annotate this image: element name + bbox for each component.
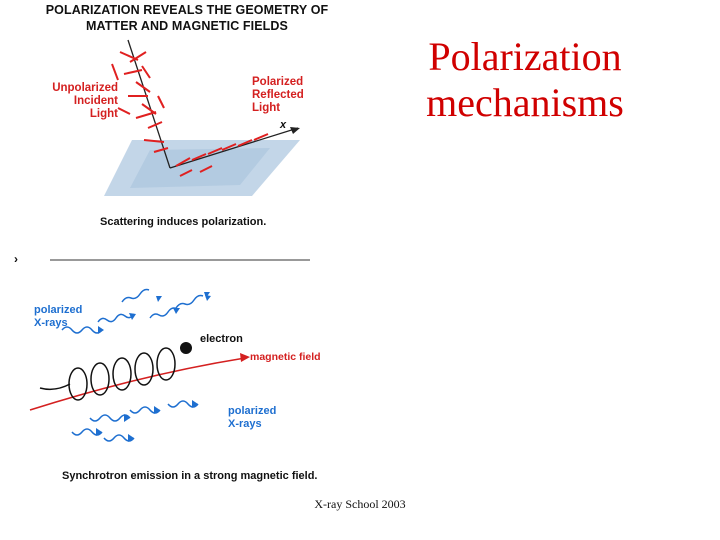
unpolarized-line2: Incident xyxy=(73,95,118,107)
figure-top-title-line2: MATTER AND MAGNETIC FIELDS xyxy=(86,19,288,33)
slide-title-line2: mechanisms xyxy=(426,80,624,125)
axis-x-label: x xyxy=(280,119,287,131)
polarized-top-line1: polarized xyxy=(34,304,83,316)
polarized-line2: Reflected xyxy=(252,89,304,101)
electron-label: electron xyxy=(200,333,243,345)
polarized-bottom-line2: X-rays xyxy=(228,418,262,430)
magnetic-field-arrowhead xyxy=(240,353,250,362)
polarized-line1: Polarized xyxy=(252,76,304,88)
slide-footer: X-ray School 2003 xyxy=(314,497,406,511)
helix-tail xyxy=(40,384,70,389)
figure-top-title-line1: POLARIZATION REVEALS THE GEOMETRY OF xyxy=(45,3,329,17)
slide-title xyxy=(405,34,645,126)
reflected-arrowhead xyxy=(290,127,300,134)
electron-dot xyxy=(180,342,192,354)
xray-wave-arrows xyxy=(62,290,203,442)
slide-title-line1: Polarization xyxy=(428,34,622,79)
helical-electron-path xyxy=(69,348,175,400)
unpolarized-incident-light-label xyxy=(36,82,118,121)
figure-top-title xyxy=(22,2,352,34)
figure-bottom-caption: Synchrotron emission in a strong magnetic field. xyxy=(62,470,318,482)
polarized-xrays-bottom-label xyxy=(228,405,276,431)
polarized-bottom-line1: polarized xyxy=(228,405,277,417)
unpolarized-line3: Light xyxy=(89,108,118,120)
divider-marker: › xyxy=(14,252,18,266)
polarized-top-line2: X-rays xyxy=(34,317,68,329)
figure-top-caption: Scattering induces polarization. xyxy=(100,216,267,228)
unpolarized-line1: Unpolarized xyxy=(52,82,118,94)
magnetic-field-line xyxy=(30,358,245,410)
magnetic-field-label: magnetic field xyxy=(250,351,321,363)
polarized-line3: Light xyxy=(252,102,281,114)
polarized-xrays-top-label xyxy=(34,304,82,330)
polarized-reflected-light-label xyxy=(252,76,332,115)
